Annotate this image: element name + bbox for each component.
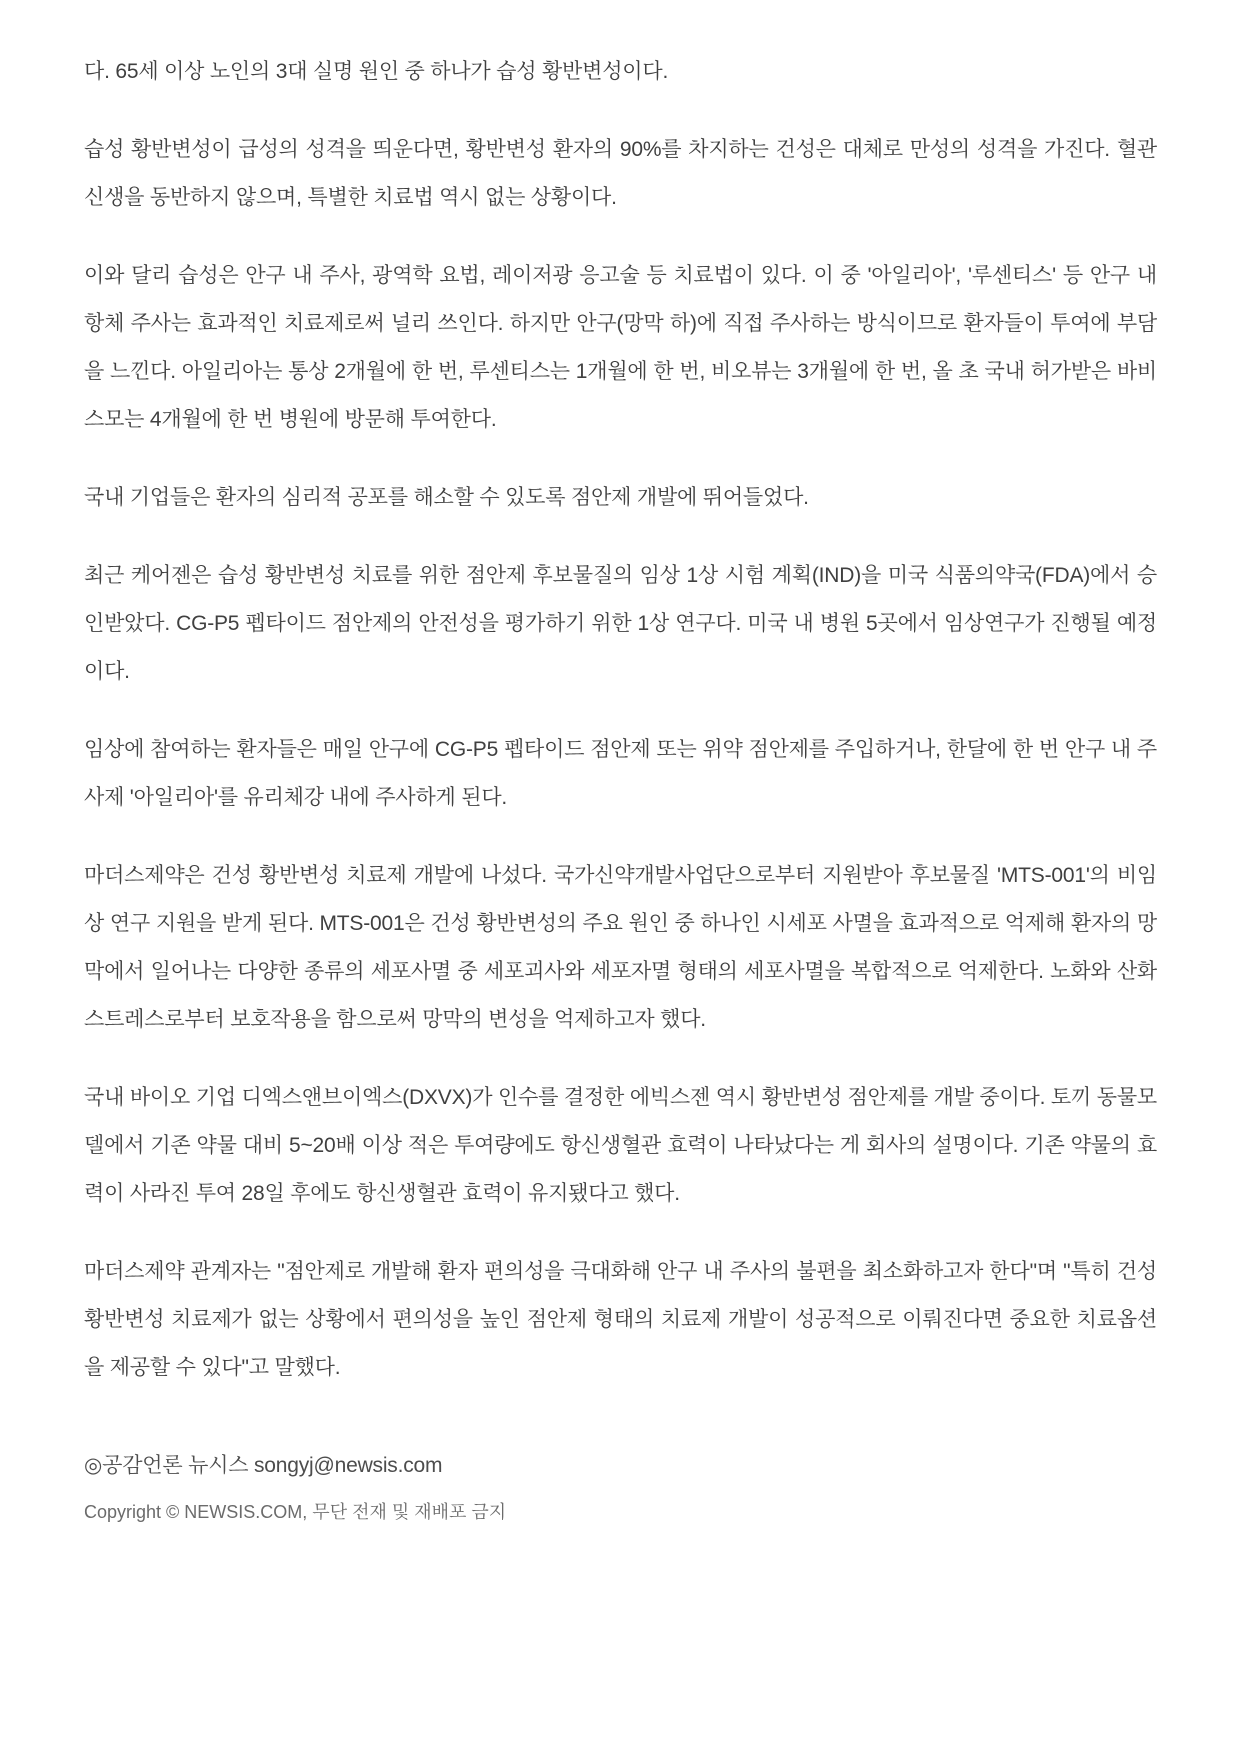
article-paragraph: 이와 달리 습성은 안구 내 주사, 광역학 요법, 레이저광 응고술 등 치료법이 있다. 이 중 '아일리아', '루센티스' 등 안구 내 항체 주사는 효과적인 치료제로써 널리 쓰인다. 하지만 안구(망막 하)에 직접 주사하는 방식이므로 환자들이 투여에 부담을 느낀다. 아일리아는 통상 2개월에 한 번, 루센티스는 1개월에 한 번, 비오뷰는 3개월에 한 번, 올 초 국내 허가받은 바비스모는 4개월에 한 번 병원에 방문해 투여한다. [84, 264, 1157, 431]
article-paragraph: 최근 케어젠은 습성 황반변성 치료를 위한 점안제 후보물질의 임상 1상 시험 계획(IND)을 미국 식품의약국(FDA)에서 승인받았다. CG-P5 펩타이드 점안제의 안전성을 평가하기 위한 1상 연구다. 미국 내 병원 5곳에서 임상연구가 진행될 예정이다. [84, 564, 1157, 683]
article-footer [84, 1444, 1157, 1532]
byline: ◎공감언론 뉴시스 songyj@newsis.com [84, 1454, 443, 1477]
copyright-notice: Copyright © NEWSIS.COM, 무단 전재 및 재배포 금지 [84, 1502, 507, 1522]
article-paragraph: 임상에 참여하는 환자들은 매일 안구에 CG-P5 펩타이드 점안제 또는 위약 점안제를 주입하거나, 한달에 한 번 안구 내 주사제 '아일리아'를 유리체강 내에 주사하게 된다. [84, 738, 1157, 809]
article-paragraph: 국내 바이오 기업 디엑스앤브이엑스(DXVX)가 인수를 결정한 에빅스젠 역시 황반변성 점안제를 개발 중이다. 토끼 동물모델에서 기존 약물 대비 5~20배 이상 적은 투여량에도 항신생혈관 효력이 나타났다는 게 회사의 설명이다. 기존 약물의 효력이 사라진 투여 28일 후에도 항신생혈관 효력이 유지됐다고 했다. [84, 1086, 1157, 1205]
article-paragraph: 다. 65세 이상 노인의 3대 실명 원인 중 하나가 습성 황반변성이다. [84, 60, 669, 83]
article-paragraph: 국내 기업들은 환자의 심리적 공포를 해소할 수 있도록 점안제 개발에 뛰어들었다. [84, 486, 809, 509]
article-paragraph: 습성 황반변성이 급성의 성격을 띄운다면, 황반변성 환자의 90%를 차지하는 건성은 대체로 만성의 성격을 가진다. 혈관신생을 동반하지 않으며, 특별한 치료법 역시 없는 상황이다. [84, 138, 1157, 209]
article-paragraph: 마더스제약 관계자는 "점안제로 개발해 환자 편의성을 극대화해 안구 내 주사의 불편을 최소화하고자 한다"며 "특히 건성 황반변성 치료제가 없는 상황에서 편의성을 높인 점안제 형태의 치료제 개발이 성공적으로 이뤄진다면 중요한 치료옵션을 제공할 수 있다"고 말했다. [84, 1260, 1157, 1379]
article-paragraph: 마더스제약은 건성 황반변성 치료제 개발에 나섰다. 국가신약개발사업단으로부터 지원받아 후보물질 'MTS-001'의 비임상 연구 지원을 받게 된다. MTS-001은 건성 황반변성의 주요 원인 중 하나인 시세포 사멸을 효과적으로 억제해 환자의 망막에서 일어나는 다양한 종류의 세포사멸 중 세포괴사와 세포자멸 형태의 세포사멸을 복합적으로 억제한다. 노화와 산화 스트레스로부터 보호작용을 함으로써 망막의 변성을 억제하고자 했다. [84, 864, 1157, 1031]
